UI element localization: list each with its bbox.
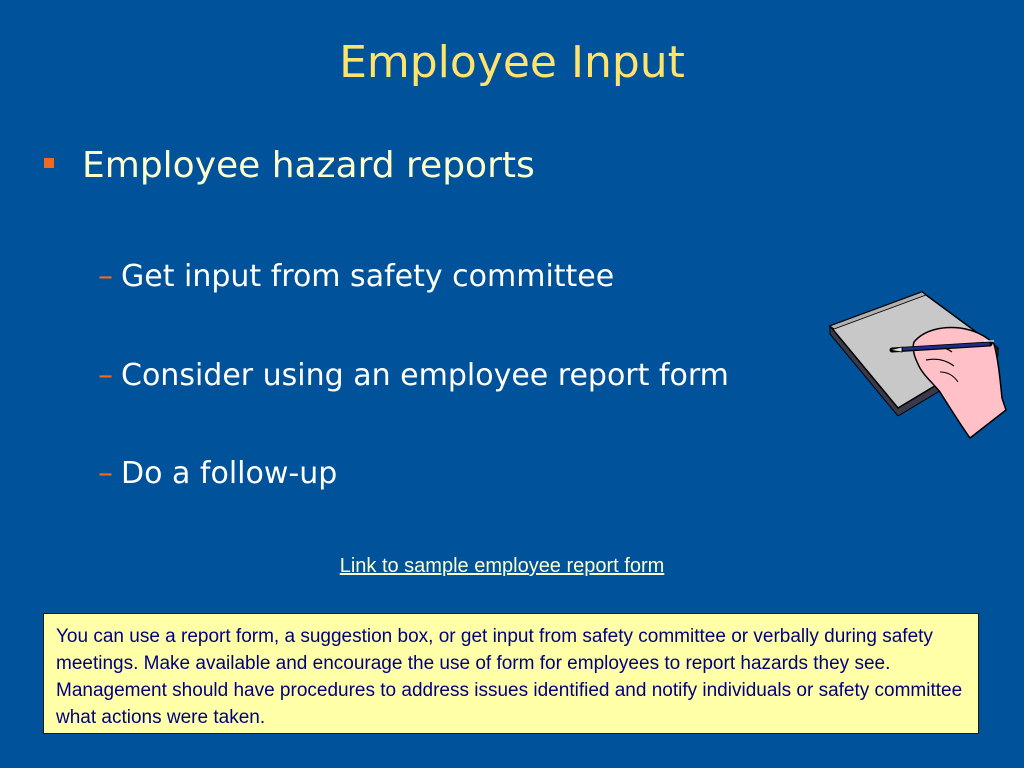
- sub-bullet-text: Do a follow-up: [121, 456, 338, 491]
- dash-bullet-icon: –: [98, 358, 113, 393]
- notes-box: You can use a report form, a suggestion box, or get input from safety committee or verbally during safety meetings. Make available and encourage the use of form for employees to report hazards they see. Management should have procedures to address issues identified and notify individuals or safety committee what actions were taken.: [43, 613, 979, 734]
- sub-bullet-text: Consider using an employee report form: [121, 358, 729, 393]
- sub-bullet-text: Get input from safety committee: [121, 259, 615, 294]
- main-bullet: [44, 142, 535, 190]
- sub-bullet: [98, 257, 614, 297]
- dash-bullet-icon: –: [98, 456, 113, 491]
- main-bullet-text: Employee hazard reports: [82, 145, 535, 186]
- sub-bullet: [98, 454, 337, 494]
- square-bullet-icon: [44, 158, 54, 168]
- slide-title: Employee Input: [339, 37, 685, 88]
- sample-report-form-link[interactable]: Link to sample employee report form: [339, 555, 665, 577]
- sub-bullet: [98, 356, 729, 396]
- hand-writing-on-notepad-icon: [822, 286, 1012, 446]
- dash-bullet-icon: –: [98, 259, 113, 294]
